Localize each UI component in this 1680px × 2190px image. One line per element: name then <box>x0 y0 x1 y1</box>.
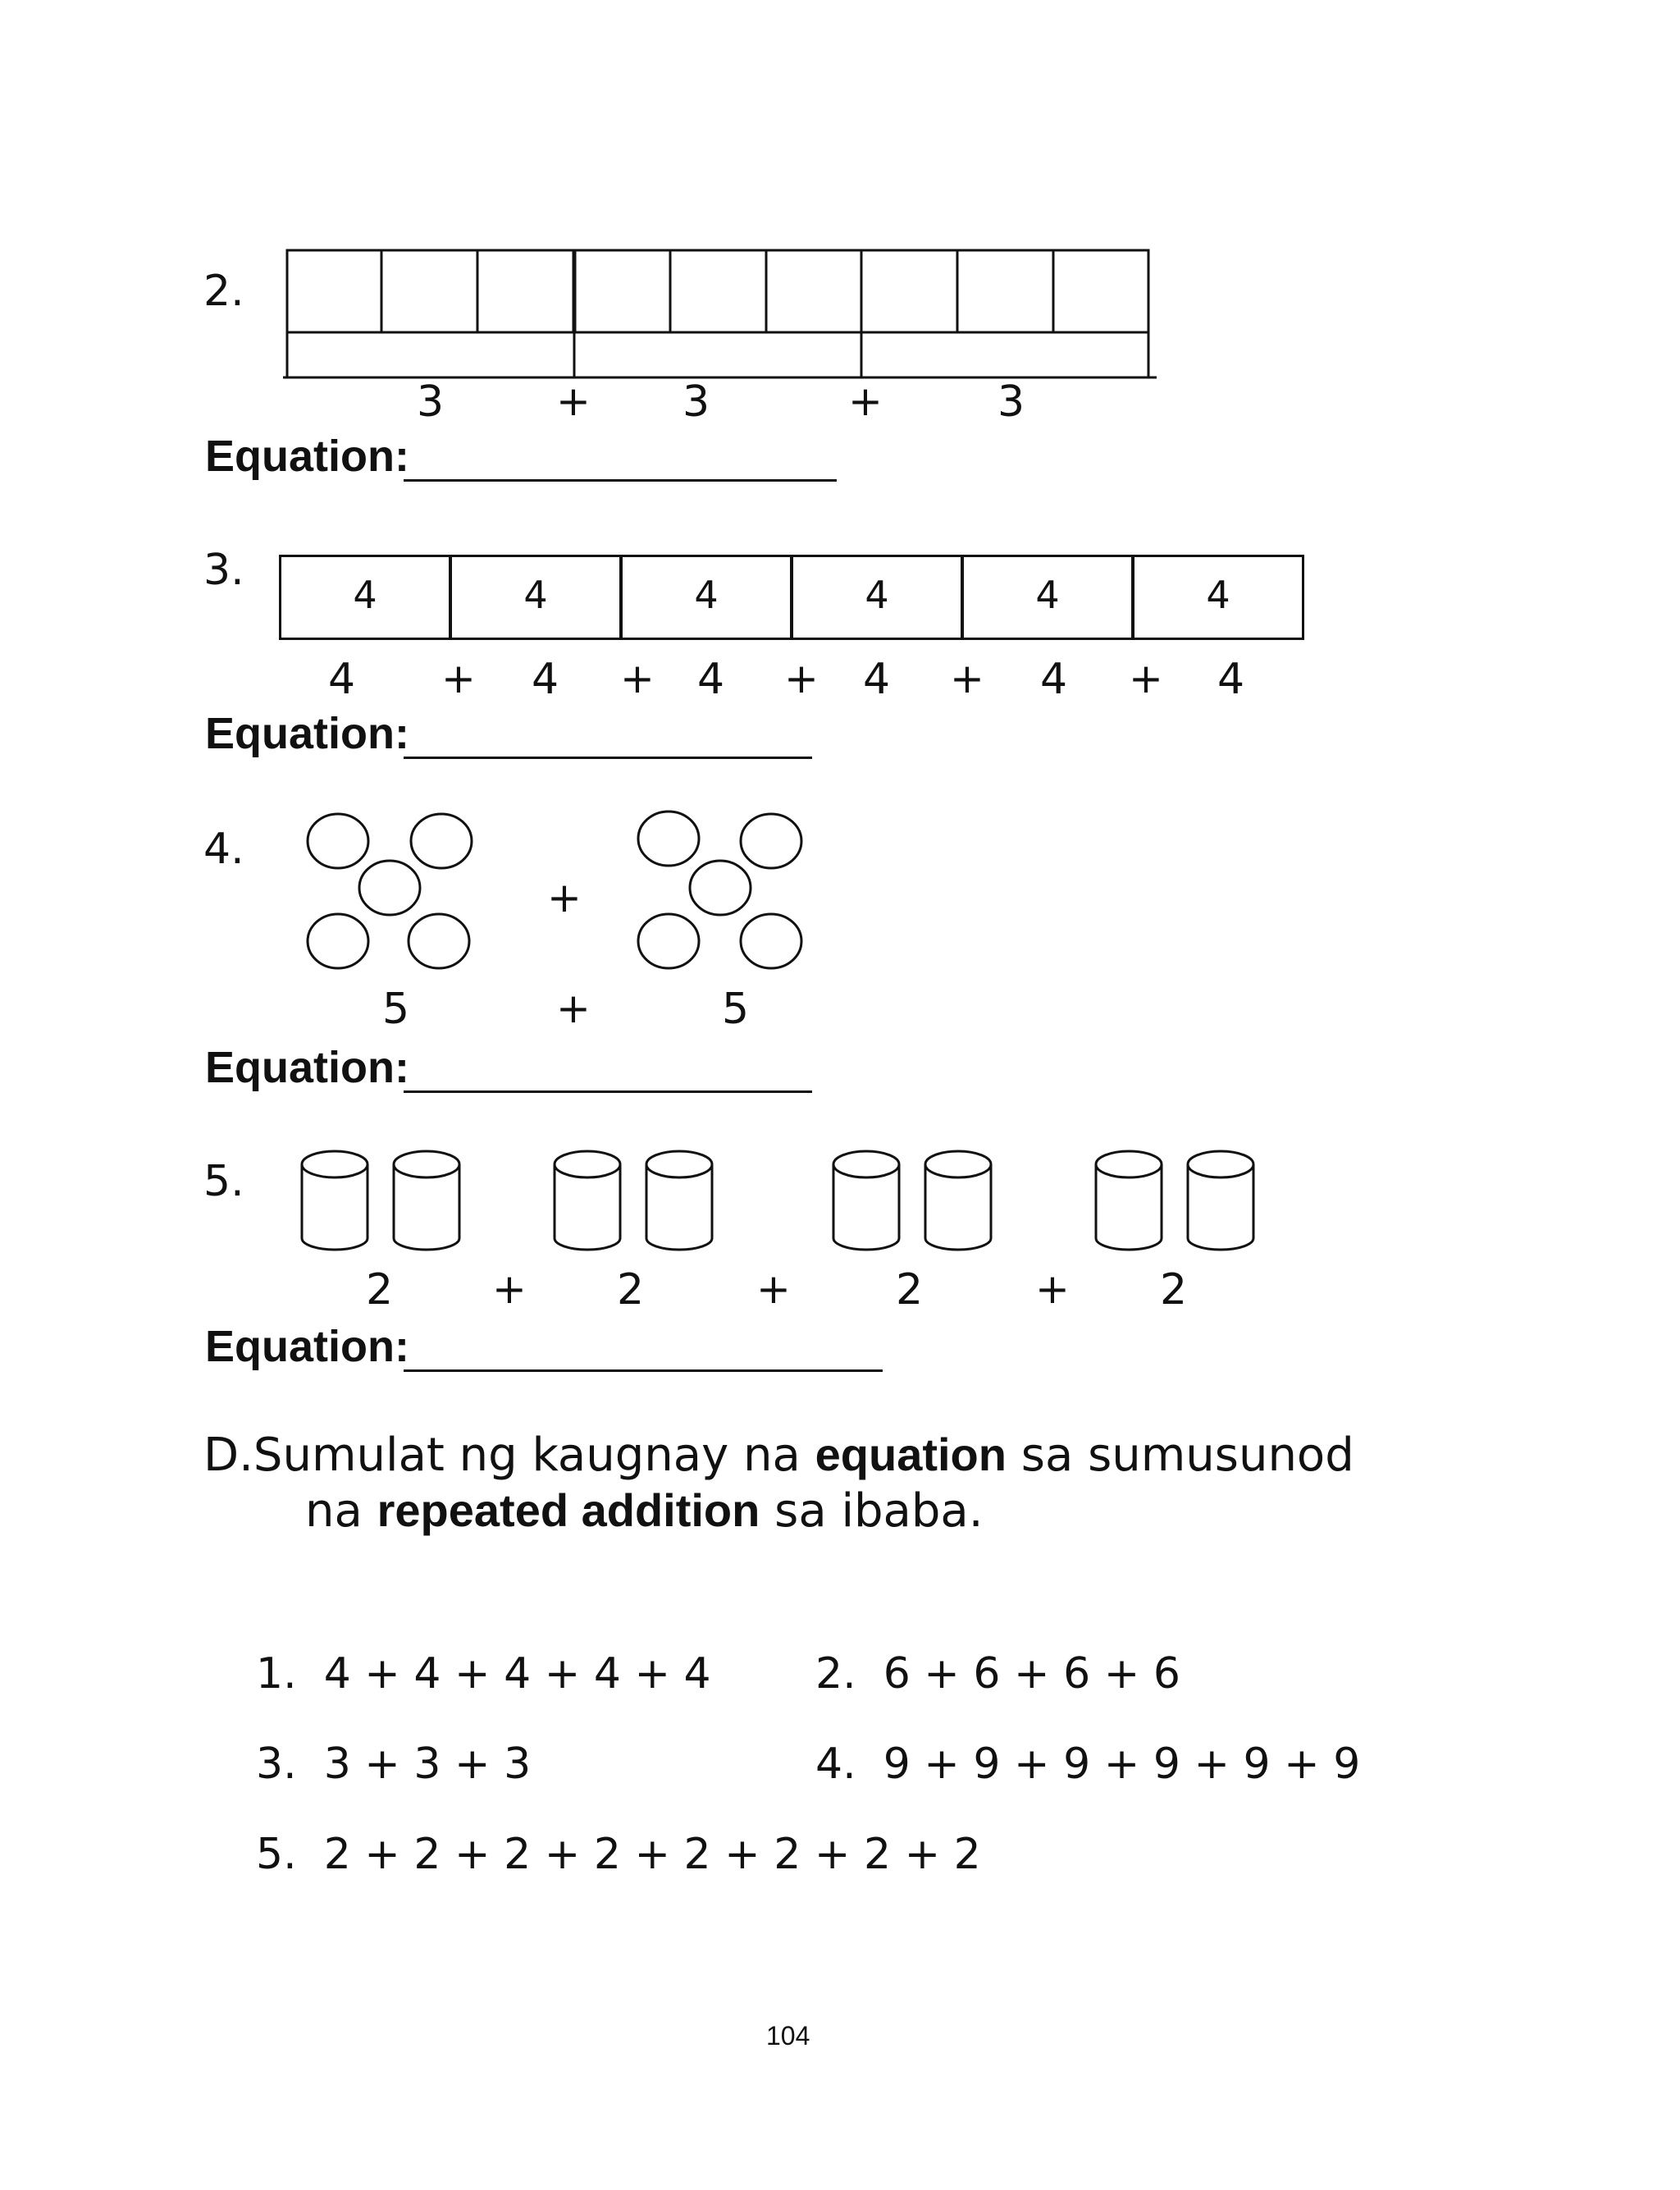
problem-5-addend: 2 <box>617 1265 645 1314</box>
section-d-item-4: 4. 9 + 9 + 9 + 9 + 9 + 9 <box>815 1740 1361 1789</box>
problem-2-number: 2. <box>203 267 244 316</box>
circle-icon <box>308 914 368 968</box>
problem-2-tape-diagram <box>279 246 1165 386</box>
problem-4-addend: 5 <box>382 985 410 1034</box>
problem-5-plus: + <box>492 1265 527 1313</box>
problem-3-addend: 4 <box>328 655 356 704</box>
problem-5-number: 5. <box>203 1157 244 1206</box>
cylinder-icon <box>302 1151 368 1250</box>
cylinder-icon <box>394 1151 459 1250</box>
problem-2-plus: + <box>848 377 883 425</box>
problem-5-cylinder-groups <box>295 1145 1271 1260</box>
problem-2-equation-blank[interactable] <box>404 453 837 482</box>
problem-4-equation-blank[interactable] <box>404 1064 812 1093</box>
problem-4-groups-plus: + <box>547 874 582 921</box>
cylinder-icon <box>646 1151 712 1250</box>
problem-3-number: 3. <box>203 546 244 595</box>
section-d-instruction-line-2: na repeated addition sa ibaba. <box>305 1484 984 1538</box>
problem-3-plus: + <box>950 655 984 702</box>
circle-icon <box>741 914 801 968</box>
problem-2-equation-label: Equation: <box>205 432 409 481</box>
problem-5-addend: 2 <box>1160 1265 1188 1314</box>
problem-4-number: 4. <box>203 825 244 874</box>
problem-5-plus: + <box>756 1265 791 1313</box>
circle-icon <box>409 914 469 968</box>
problem-5-equation-blank[interactable] <box>404 1343 883 1372</box>
cylinder-icon <box>1188 1151 1253 1250</box>
page-number: 104 <box>766 2021 810 2051</box>
section-d-instruction-line-1: D.Sumulat ng kaugnay na equation sa sumusunod <box>203 1429 1354 1482</box>
problem-3-addend: 4 <box>532 655 559 704</box>
problem-5-addend: 2 <box>896 1265 924 1314</box>
section-d-item-3: 3. 3 + 3 + 3 <box>256 1740 532 1789</box>
section-d-item-2: 2. 6 + 6 + 6 + 6 <box>815 1649 1180 1699</box>
section-d-item-5: 5. 2 + 2 + 2 + 2 + 2 + 2 + 2 + 2 <box>256 1830 981 1879</box>
problem-3-cell-value: 4 <box>353 573 377 617</box>
problem-3-cell-value: 4 <box>1035 573 1060 617</box>
circle-icon <box>308 814 368 868</box>
circle-icon <box>741 814 801 868</box>
circle-icon <box>411 814 472 868</box>
circle-icon <box>638 914 699 968</box>
problem-3-plus: + <box>441 655 476 702</box>
problem-3-cell-value: 4 <box>523 573 548 617</box>
problem-5-equation-label: Equation: <box>205 1322 409 1371</box>
problem-3-addend: 4 <box>863 655 891 704</box>
problem-2-addend: 3 <box>417 377 445 427</box>
problem-3-plus: + <box>1129 655 1163 702</box>
circle-icon <box>359 861 420 915</box>
problem-5-plus: + <box>1035 1265 1070 1313</box>
problem-5-addend: 2 <box>366 1265 394 1314</box>
cylinder-icon <box>1096 1151 1162 1250</box>
problem-3-cell-value: 4 <box>1206 573 1230 617</box>
section-d-item-1: 1. 4 + 4 + 4 + 4 + 4 <box>256 1649 711 1699</box>
problem-3-addend: 4 <box>697 655 725 704</box>
problem-3-equation-label: Equation: <box>205 709 409 758</box>
problem-3-cell-value: 4 <box>694 573 719 617</box>
problem-2-addend: 3 <box>998 377 1025 427</box>
cylinder-icon <box>925 1151 991 1250</box>
problem-3-plus: + <box>784 655 819 702</box>
problem-4-addend: 5 <box>722 985 750 1034</box>
circle-icon <box>690 861 751 915</box>
circle-icon <box>638 812 699 866</box>
section-d-letter: D. <box>203 1429 253 1482</box>
problem-2-addend: 3 <box>682 377 710 427</box>
problem-3-cell-value: 4 <box>865 573 889 617</box>
problem-2-plus: + <box>556 377 591 425</box>
problem-4-equation-label: Equation: <box>205 1043 409 1092</box>
problem-3-plus: + <box>620 655 655 702</box>
problem-3-equation-blank[interactable] <box>404 730 812 759</box>
problem-4-plus: + <box>556 985 591 1032</box>
problem-3-addend: 4 <box>1217 655 1245 704</box>
problem-3-addend: 4 <box>1040 655 1068 704</box>
cylinder-icon <box>833 1151 899 1250</box>
cylinder-icon <box>555 1151 620 1250</box>
